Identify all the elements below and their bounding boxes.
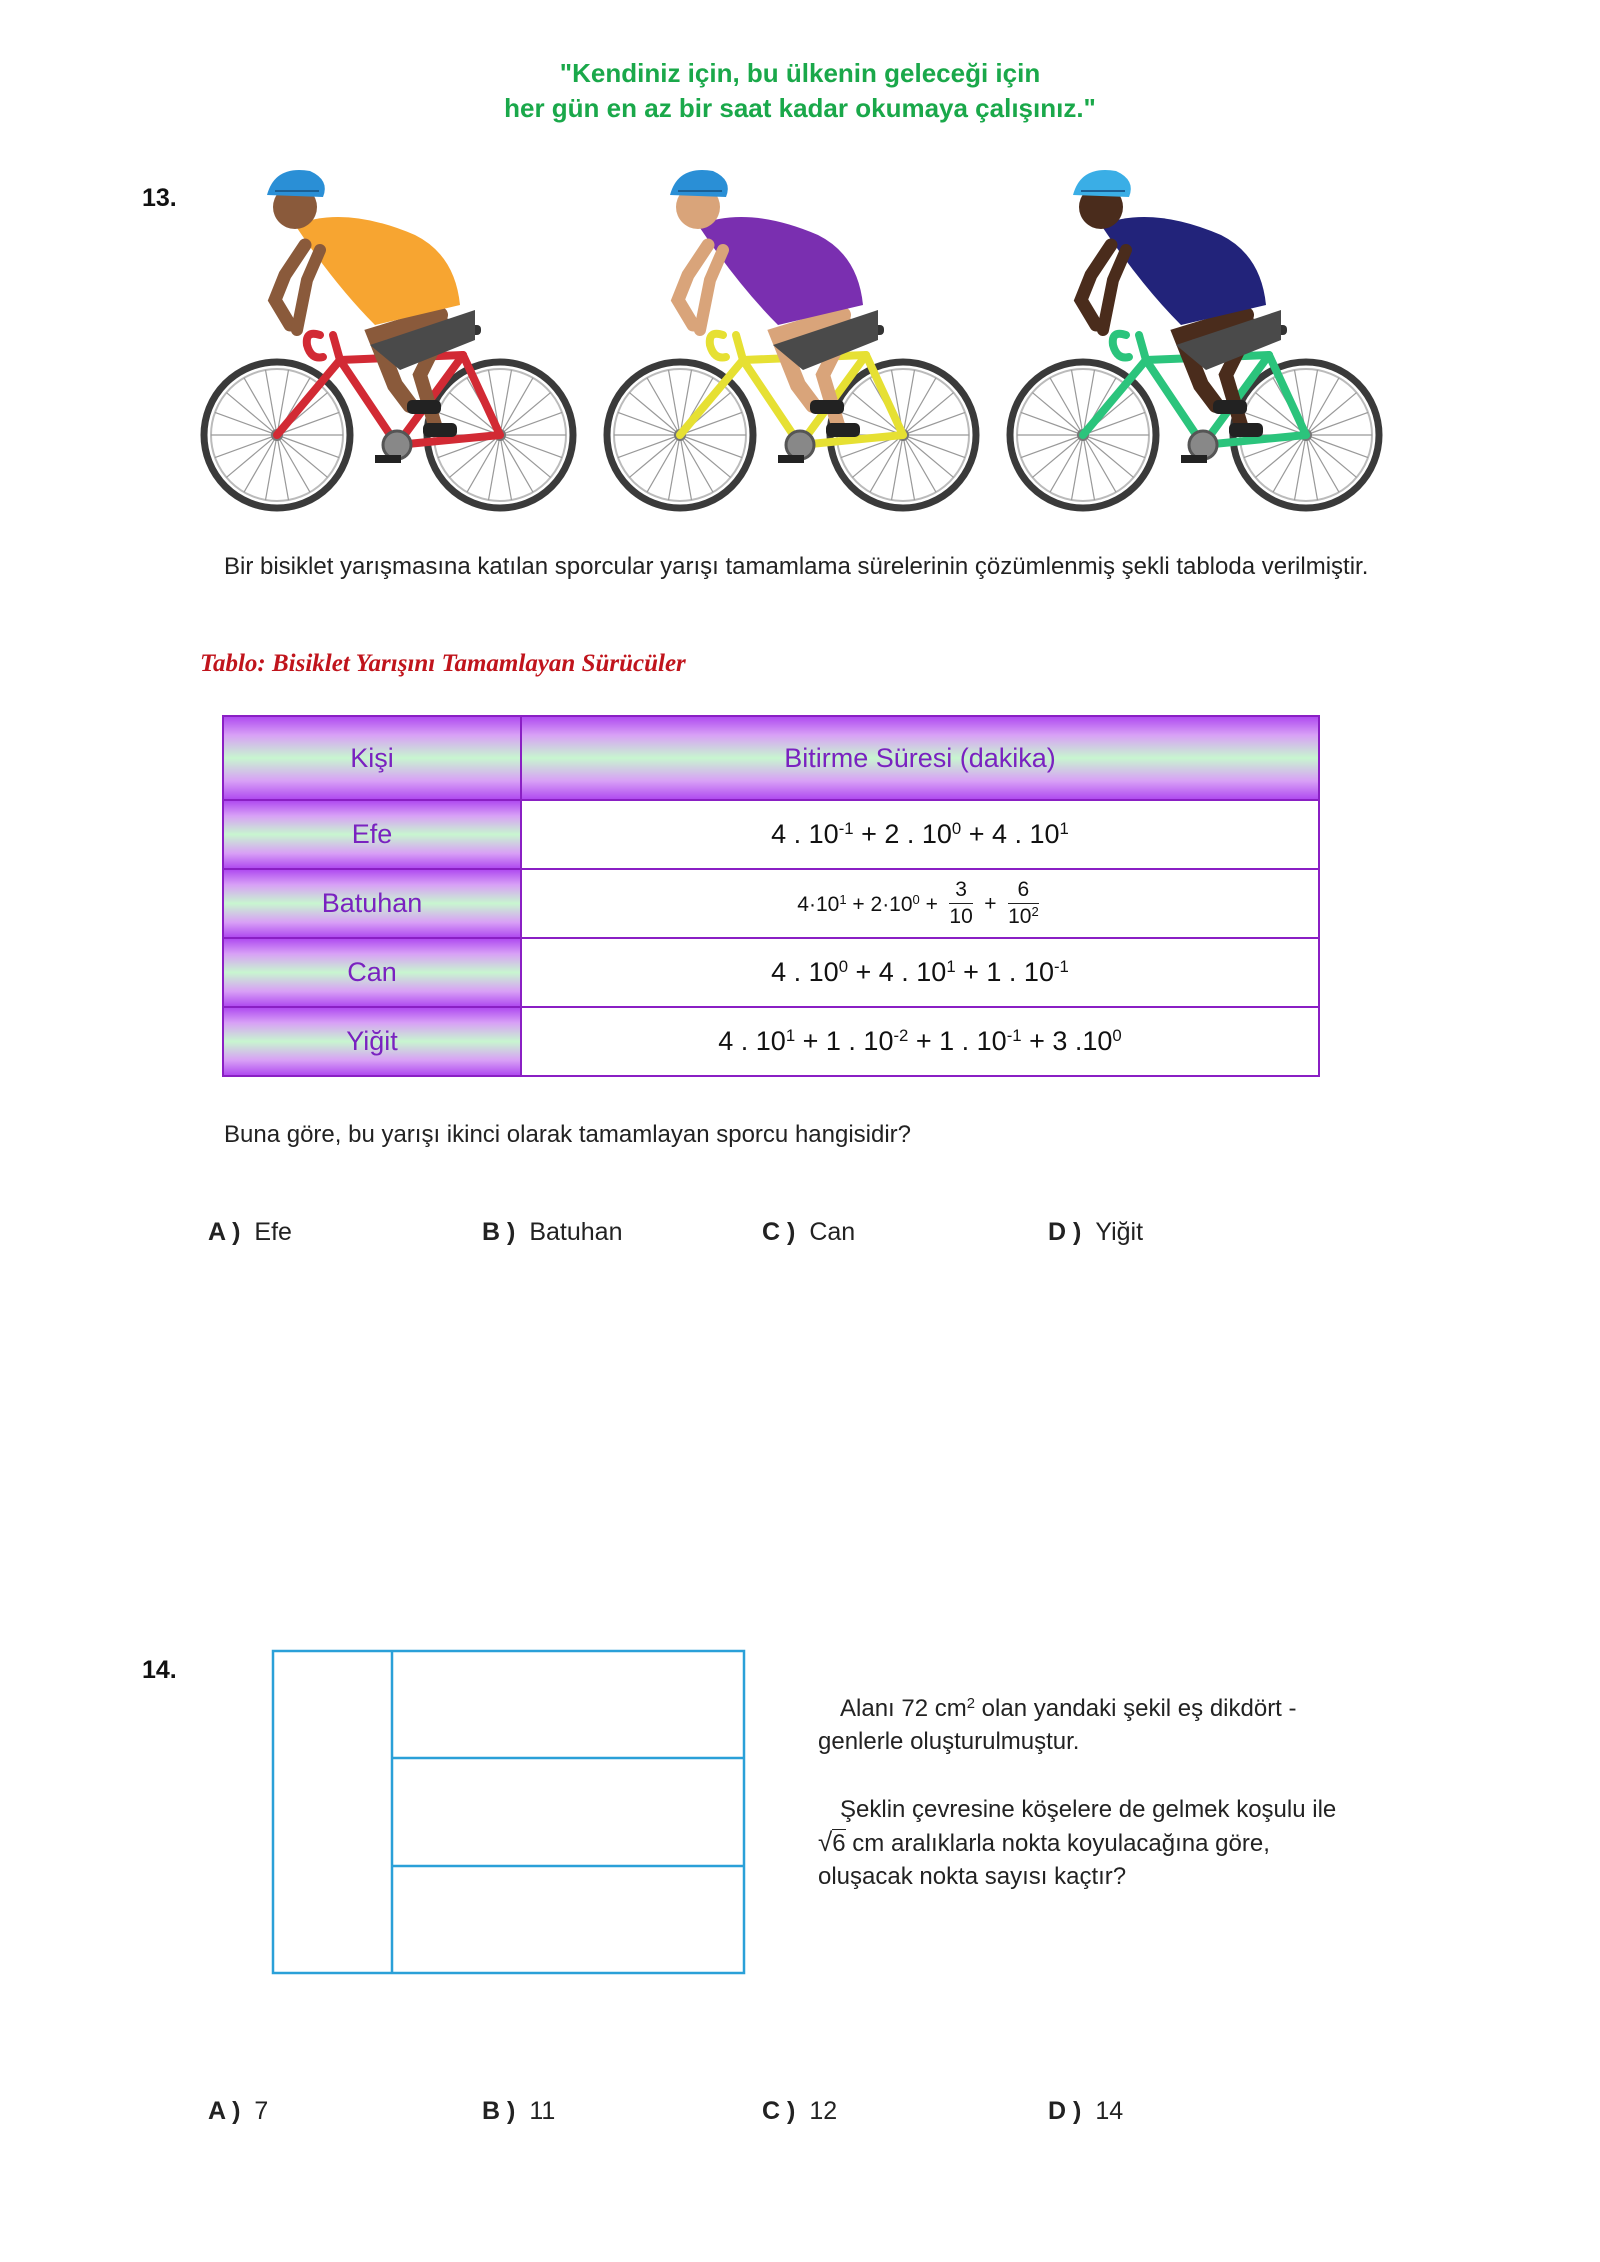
q14-option-d[interactable]: D ) 14 — [1048, 2097, 1124, 2125]
motto-line-1: "Kendiniz için, bu ülkenin geleceği için — [559, 58, 1041, 88]
question-13-number: 13. — [142, 184, 177, 212]
question-13-prompt: Buna göre, bu yarışı ikinci olarak tamamlayan sporcu hangisidir? — [224, 1121, 912, 1148]
table-header-row — [223, 716, 1319, 800]
race-table — [222, 715, 1320, 1077]
q14-option-a[interactable]: A ) 7 — [208, 2097, 269, 2125]
table-row — [223, 800, 1319, 869]
sqrt-six: √6 — [818, 1827, 846, 1857]
cyclist-purple — [607, 170, 976, 508]
name-can: Can — [223, 938, 521, 1007]
q13-option-b[interactable]: B ) Batuhan — [482, 1218, 623, 1246]
rectangles-figure — [270, 1648, 748, 1976]
question-14-text-1: Alanı 72 $cm^2$ olan yandaki şekil eş dikdört - genlerle oluşturulmuştur. — [818, 1695, 1297, 1755]
header-person: Kişi — [223, 716, 521, 800]
cyclist-navy — [1010, 170, 1379, 508]
q13-option-c[interactable]: C ) Can — [762, 1218, 856, 1246]
cyclists-illustration — [195, 165, 1395, 515]
question-14-number: 14. — [142, 1656, 177, 1684]
cyclist-orange — [204, 170, 573, 508]
time-can: 4 . $10^0 + 4$ . $10^1 + 1$ . $10^{-1}$ — [521, 938, 1319, 1007]
name-yigit: Yiğit — [223, 1007, 521, 1076]
question-14-text-2: Şeklin çevresine köşelere de gelmek koşulu ile √6 cm aralıklarla nokta koyulacağına göre, oluşacak nokta sayısı kaçtır? — [818, 1796, 1337, 1890]
q14-option-b[interactable]: B ) 11 — [482, 2097, 556, 2125]
header-time: Bitirme Süresi (dakika) — [521, 716, 1319, 800]
time-efe: 4 . $10^{-1} + 2$ . $10^0 + 4$ . $10^1$ — [521, 800, 1319, 869]
time-batuhan: $4\cdot 10^1 + 2\cdot 10^0$ + $\frac{3}{10}$ + $\frac{6}{10^2}$ — [521, 869, 1319, 938]
name-batuhan: Batuhan — [223, 869, 521, 938]
table-row — [223, 938, 1319, 1007]
q14-option-c[interactable]: C ) 12 — [762, 2097, 838, 2125]
name-efe: Efe — [223, 800, 521, 869]
time-yigit: 4 . $10^1 + 1$ . $10^{-2} + 1$ . $10^{-1} + 3$ $.10^0$ — [521, 1007, 1319, 1076]
outer-rectangle — [273, 1651, 744, 1973]
table-caption: Tablo: Bisiklet Yarışını Tamamlayan Sürücüler — [200, 650, 686, 677]
question-13-text: Bir bisiklet yarışmasına katılan sporcular yarışı tamamlama sürelerinin çözümlenmiş şekli tabloda verilmiştir. — [224, 553, 1369, 580]
table-row — [223, 1007, 1319, 1076]
table-row — [223, 869, 1319, 938]
q13-option-d[interactable]: D ) Yiğit — [1048, 1218, 1144, 1246]
q13-option-a[interactable]: A ) Efe — [208, 1218, 292, 1246]
motto-line-2: her gün en az bir saat kadar okumaya çalışınız." — [504, 93, 1096, 123]
